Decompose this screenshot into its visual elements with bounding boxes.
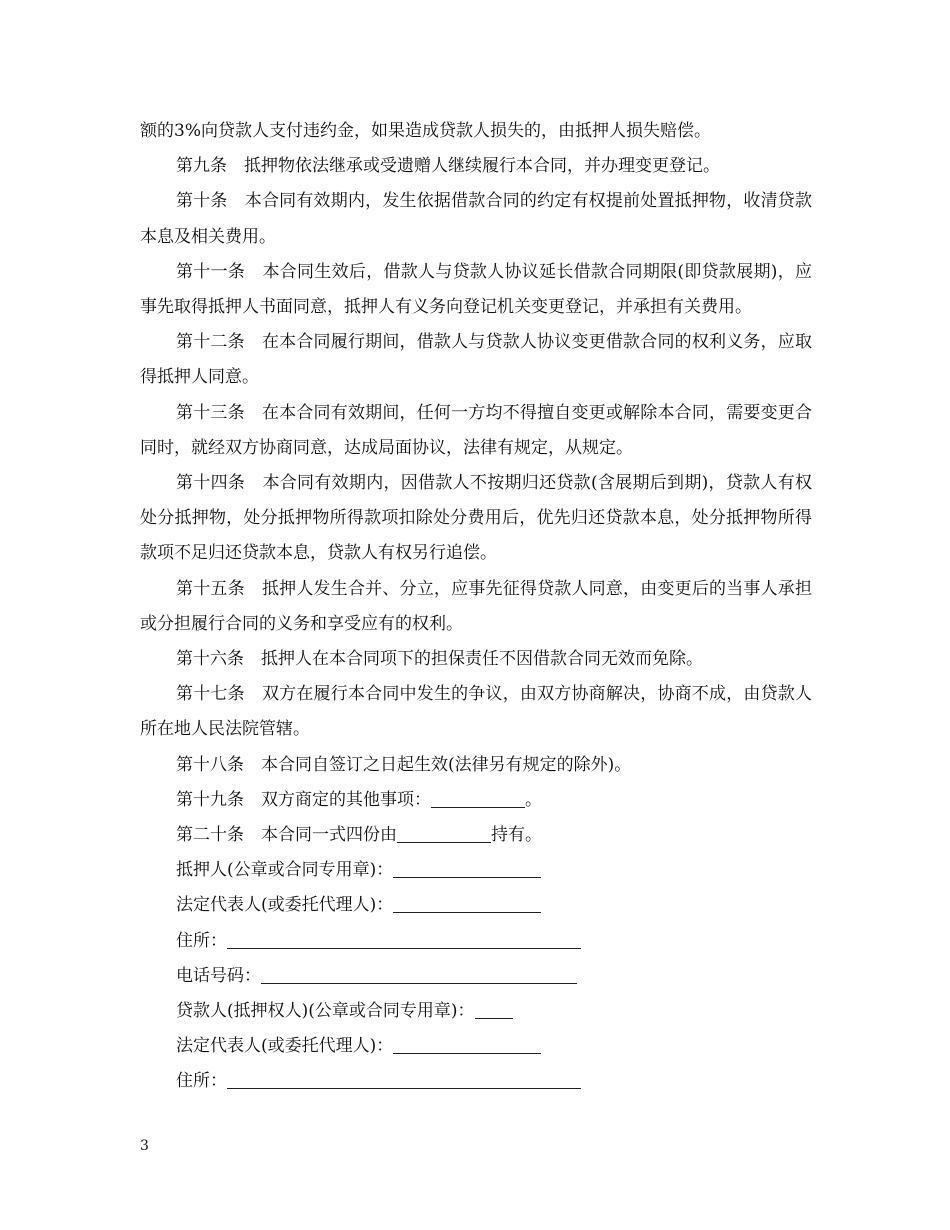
article-20 bbox=[140, 818, 812, 853]
lender-address-blank[interactable] bbox=[227, 1070, 581, 1089]
lender-label: 贷款人(抵押权人)(公章或合同专用章)： bbox=[176, 1001, 475, 1022]
lender-address-field bbox=[140, 1064, 812, 1099]
lender-field bbox=[140, 994, 812, 1029]
mortgagor-blank[interactable] bbox=[393, 859, 541, 878]
phone-label: 电话号码： bbox=[176, 965, 261, 986]
phone-field bbox=[140, 959, 812, 994]
article-17: 第十七条 双方在履行本合同中发生的争议，由双方协商解决，协商不成，由贷款人所在地人民法院管辖。 bbox=[140, 684, 812, 740]
article-19-text: 第十九条 双方商定的其他事项： bbox=[176, 789, 431, 810]
article-10: 第十条 本合同有效期内，发生依据借款合同的约定有权提前处置抵押物，收清贷款本息及相关费用。 bbox=[140, 191, 812, 247]
article-20-suffix: 持有。 bbox=[491, 825, 542, 846]
phone-blank[interactable] bbox=[261, 965, 577, 984]
lender-rep-label: 法定代表人(或委托代理人)： bbox=[176, 1036, 394, 1057]
lender-blank[interactable] bbox=[475, 1000, 513, 1019]
lender-address-label: 住所： bbox=[176, 1071, 227, 1092]
mortgagor-label: 抵押人(公章或合同专用章)： bbox=[176, 860, 394, 881]
lender-rep-field bbox=[140, 1029, 812, 1064]
article-15: 第十五条 抵押人发生合并、分立，应事先征得贷款人同意，由变更后的当事人承担或分担履行合同的义务和享受应有的权利。 bbox=[140, 578, 812, 634]
mortgagor-rep-field bbox=[140, 888, 812, 923]
article-19 bbox=[140, 783, 812, 818]
article-13: 第十三条 在本合同有效期间，任何一方均不得擅自变更或解除本合同，需要变更合同时，就经双方协商同意，达成局面协议，法律有规定，从规定。 bbox=[140, 402, 812, 458]
mortgagor-address-label: 住所： bbox=[176, 930, 227, 951]
article-14: 第十四条 本合同有效期内，因借款人不按期归还贷款(含展期后到期)，贷款人有权处分抵押物，处分抵押物所得款项扣除处分费用后，优先归还贷款本息，处分抵押物所得款项不足归还贷款本息，贷款人有权另行追偿。 bbox=[140, 473, 812, 564]
article-9: 第九条 抵押物依法继承或受遗赠人继续履行本合同，并办理变更登记。 bbox=[176, 156, 720, 177]
mortgagor-rep-blank[interactable] bbox=[393, 894, 541, 913]
copy-holder-blank[interactable] bbox=[397, 824, 491, 843]
article-19-suffix: 。 bbox=[525, 789, 542, 810]
mortgagor-address-blank[interactable] bbox=[227, 930, 581, 949]
page-number: 3 bbox=[140, 1138, 149, 1154]
mortgagor-field bbox=[140, 853, 812, 888]
lender-rep-blank[interactable] bbox=[393, 1035, 541, 1054]
mortgagor-address-field bbox=[140, 924, 812, 959]
paragraph-continuation: 额的3%向贷款人支付违约金，如果造成贷款人损失的，由抵押人损失赔偿。 bbox=[140, 121, 711, 141]
article-16: 第十六条 抵押人在本合同项下的担保责任不因借款合同无效而免除。 bbox=[176, 649, 703, 670]
contract-body bbox=[140, 114, 812, 1100]
other-matters-blank[interactable] bbox=[431, 789, 525, 808]
article-11: 第十一条 本合同生效后，借款人与贷款人协议延长借款合同期限(即贷款展期)，应事先取得抵押人书面同意，抵押人有义务向登记机关变更登记，并承担有关费用。 bbox=[140, 261, 812, 318]
article-20-text: 第二十条 本合同一式四份由 bbox=[176, 825, 397, 846]
article-12: 第十二条 在本合同履行期间，借款人与贷款人协议变更借款合同的权利义务，应取得抵押人同意。 bbox=[140, 332, 812, 388]
mortgagor-rep-label: 法定代表人(或委托代理人)： bbox=[176, 895, 394, 916]
article-18: 第十八条 本合同自签订之日起生效(法律另有规定的除外)。 bbox=[176, 754, 632, 775]
